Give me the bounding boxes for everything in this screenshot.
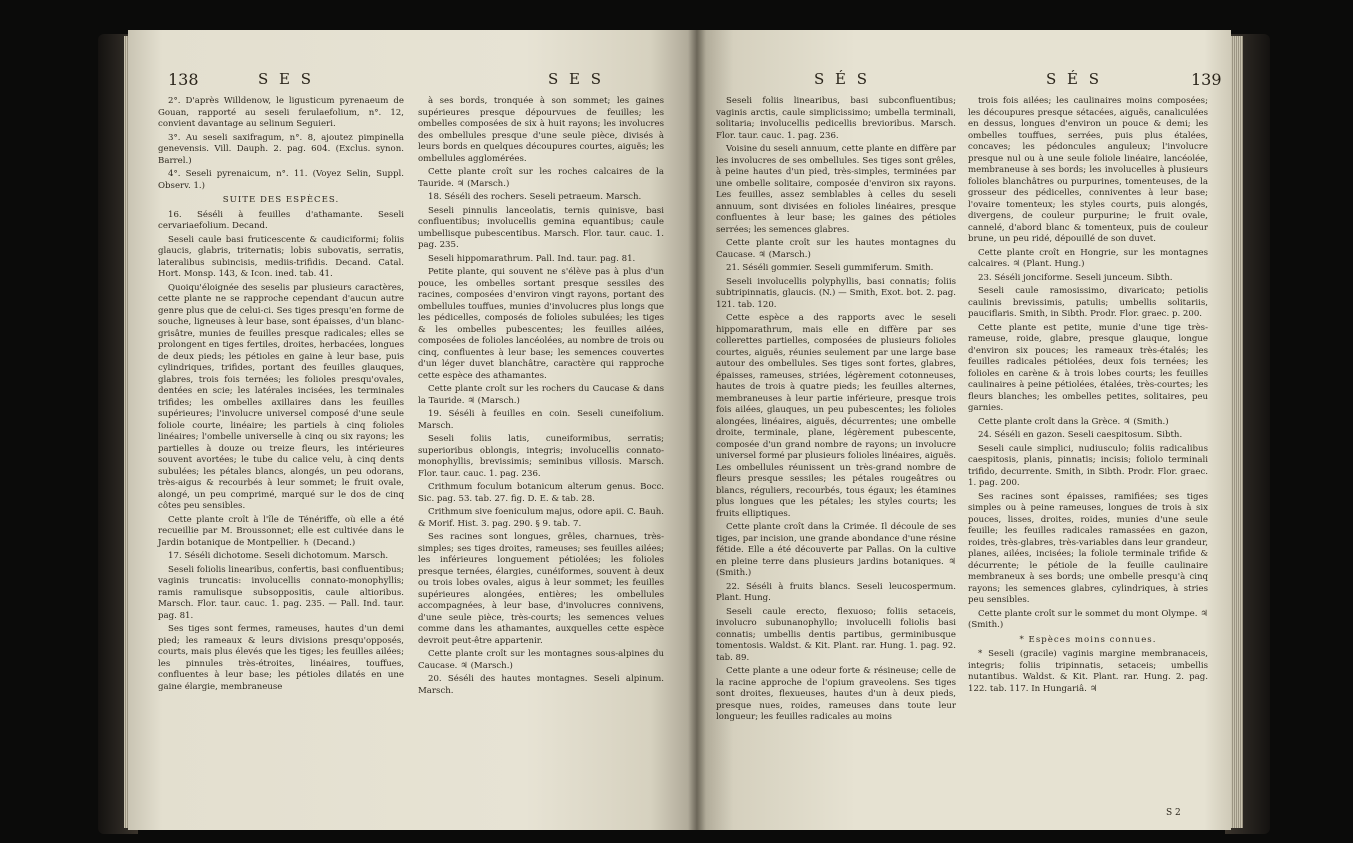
paragraph: Seseli foliis latis, cuneiformibus, serratis; superioribus oblongis, integris; involucellis connato-monophyllis, brevissimis; seminibus villosis. Marsch. Flor. taur. cauc. 1. pag. 236. <box>418 434 664 479</box>
paragraph: Cette plante a une odeur forte & résineuse; celle de la racine approche de l'opium graveolens. Ses tiges sont droites, flexueuses, hautes d'un à deux pieds, presque nues, roides, rameuses dans toute leur longueur; les feuilles radicales au moins <box>716 666 956 722</box>
paragraph: 17. Séséli dichotome. Seseli dichotomum. Marsch. <box>168 551 389 561</box>
paragraph: Seseli foliolis linearibus, confertis, basi confluentibus; vaginis truncatis: involucellis connato-monophyllis; ramis ramulisque subsoppositis, caule altioribus. Marsch. Flor. taur. cauc. 1. pag. 235. — Pall. Ind. taur. pag. 81. <box>158 564 404 621</box>
signature-mark: S 2 <box>1166 808 1181 818</box>
paragraph: 18. Séséli des rochers. Seseli petraeum. Marsch. <box>428 192 642 202</box>
paragraph: * Seseli (gracile) vaginis margine membranaceis, integris; foliis tripinnatis, setaceis; umbellis nutantibus. Waldst. & Kit. Plant. rar. Hung. 2. pag. 122. tab. 117. In Hungariâ. ♃ <box>968 649 1208 694</box>
paragraph: SUITE DES ESPÈCES. <box>222 195 340 205</box>
paragraph: Ses tiges sont fermes, rameuses, hautes d'un demi pied; les rameaux & leurs divisions presqu'opposés, courts, mais plus élevés que les tiges; les feuilles ailées; les pinnules très-étroites, linéaires, touffues, confluentes à leur base; les pétioles dilatés en une gaine élargie, membraneuse <box>158 624 404 692</box>
paragraph: Voisine du seseli annuum, cette plante en diffère par les involucres de ses ombellules. Ses tiges sont grêles, à peine hautes d'un pied, très-simples, terminées par une ombelle solitaire, composée d'environ six rayons. Les feuilles, assez semblables à celles du seseli annuum, sont divisées en folioles linéaires, presque confluentes à leur base; les gaines des pétioles serrées; les semences glabres. <box>716 144 956 235</box>
paragraph: 21. Séséli gommier. Seseli gummiferum. Smith. <box>726 263 934 273</box>
paragraph: Seseli foliis linearibus, basi subconfluentibus; vaginis arctis, caule simplicissimo; umbella terminali, solitaria; involucellis pedicellis brevioribus. Marsch. Flor. taur. cauc. 1. pag. 236. <box>716 96 956 141</box>
paragraph: Cette plante croît sur le sommet du mont Olympe. ♃ (Smith.) <box>968 608 1208 630</box>
paragraph: Ses racines sont épaisses, ramifiées; ses tiges simples ou à peine rameuses, longues de trois à six pouces, lisses, droites, roides, munies d'une seule feuille; les feuilles radicales ramassées en gazon, roides, très-glabres, très-variables dans leur grandeur, planes, ailées, incisées; la foliole terminale trifide & décurrente; le pétiole de la feuille caulinaire membraneux à ses bords; une ombelle presqu'à cinq rayons; les semences glabres, cylindriques, à stries peu sensibles. <box>968 491 1208 605</box>
paragraph: Petite plante, qui souvent ne s'élève pas à plus d'un pouce, les ombelles sortant presque sessiles des racines, composées d'environ vingt rayons, portant des ombellules touffues, munies d'involucres plus longs que les pédicelles, composés de folioles subulées; les tiges & les ombelles pubescentes; les feuilles ailées, composées de folioles lancéolées, au nombre de trois ou cinq, confluentes à leur base; les semences couvertes d'un léger duvet blanchâtre, caractère qui rapproche cette espèce des athamantes. <box>418 267 664 381</box>
paragraph: Seseli caule ramosissimo, divaricato; petiolis caulinis brevissimis, patulis; umbellis solitariis, pauciflaris. Smith, in Sibth. Prodr. Flor. graec. p. 200. <box>968 286 1208 319</box>
right-page-column-1 <box>716 96 956 726</box>
running-head-right-a: S É S <box>814 70 871 88</box>
paragraph: Crithmum foculum botanicum alterum genus. Bocc. Sic. pag. 53. tab. 27. fig. D. E. & tab. 28. <box>418 482 664 504</box>
right-page-column-2 <box>968 96 1208 697</box>
paragraph: Cette plante croît dans la Grèce. ♃ (Smith.) <box>978 416 1169 427</box>
left-page <box>128 30 696 830</box>
paragraph: 16. Séséli à feuilles d'athamante. Seseli cervariaefolium. Decand. <box>158 209 404 231</box>
paragraph: * Espèces moins connues. <box>1019 634 1157 645</box>
paragraph: Seseli involucellis polyphyllis, basi connatis; foliis subtripinnatis, glaucis. (N.) — Smith, Exot. bot. 2. pag. 121. tab. 120. <box>716 276 956 310</box>
paragraph: Seseli caule basi fruticescente & caudiciformi; foliis glaucis, glabris, triternatis; lobis subovatis, serratis, lateralibus subincisis, mediis-trifidis. Decand. Catal. Hort. Monsp. 143, & Icon. ined. tab. 41. <box>158 234 404 279</box>
paragraph: Cette plante croît à l'île de Ténériffe, où elle a été recueillie par M. Broussonnet; elle est cultivée dans le Jardin botanique de Montpellier. ♄ (Decand.) <box>158 514 404 548</box>
paragraph: 20. Séséli des hautes montagnes. Seseli alpinum. Marsch. <box>418 674 664 696</box>
running-head-right-b: S É S <box>1046 70 1103 88</box>
paragraph: Ses racines sont longues, grêles, charnues, très-simples; ses tiges droites, rameuses; ses feuilles ailées; les inférieures longuement pétiolées; les folioles presque ternées, élargies, cunéiformes, souvent à deux ou trois lobes ovales, aigus à leur sommet; les feuilles supérieures alongées, entières; les ombellules accompagnées, à leur base, d'involucres connivens, d'une seule pièce, très-courts; les semences velues comme dans les athamantes, auxquelles cette espèce devroit peut-être appartenir. <box>418 532 664 646</box>
running-head-left-b: S E S <box>548 70 605 88</box>
left-page-column-1 <box>158 96 404 695</box>
paragraph: Seseli pinnulis lanceolatis, ternis quinisve, basi confluentibus; involucellis gemina equantibus; caule umbellisque pubescentibus. Marsch. Flor. taur. cauc. 1. pag. 235. <box>418 205 664 250</box>
paragraph: Cette plante croît sur les hautes montagnes du Caucase. ♃ (Marsch.) <box>716 238 956 260</box>
paragraph: Seseli hippomarathrum. Pall. Ind. taur. pag. 81. <box>428 253 636 264</box>
paragraph: Quoiqu'éloignée des seselis par plusieurs caractères, cette plante ne se rapproche cependant d'aucun autre genre plus que de celui-ci. Ses tiges presqu'en forme de souche, ligneuses à leur base, sont épaisses, d'un blanc-grisâtre, munies de feuilles presque radicales; elles se prolongent en tiges fertiles, droites, herbacées, longues de deux pieds; les pétioles en gaine à leur base, puis cylindriques, trifides, portant des feuilles glauques, glabres, trois fois ternées; les folioles presqu'ovales, dentées en scie; les latérales incisées, les terminales trifides; les ombelles axillaires dans les feuilles supérieures; l'involucre universel composé d'une seule foliole courte, linéaire; les partiels à cinq folioles linéaires; l'ombelle universelle à cinq ou six rayons; les partielles à douze ou treize fleurs, les intérieures souvent avortées; le tube du calice velu, à cinq dents subulées; les pétales blancs, alongés, un peu odorans, très-aigus & recourbés à leur sommet; le fruit ovale, alongé, un peu comprimé, marqué sur le dos de cinq côtes peu sensibles. <box>158 282 404 511</box>
paragraph: Cette plante croît sur les rochers du Caucase & dans la Tauride. ♃ (Marsch.) <box>418 384 664 406</box>
paragraph: Cette plante croît sur les montagnes sous-alpines du Caucase. ♃ (Marsch.) <box>418 649 664 671</box>
paragraph: 4°. Seseli pyrenaicum, n°. 11. (Voyez Selin, Suppl. Observ. 1.) <box>158 169 404 191</box>
page-number-right: 139 <box>1191 70 1222 89</box>
paragraph: Cette espèce a des rapports avec le seseli hippomarathrum, mais elle en diffère par ses collerettes partielles, composées de plusieurs folioles courtes, aiguës, réunies seulement par une large base autour des ombellules. Ses tiges sont fortes, glabres, épaisses, rameuses, striées, légèrement cotonneuses, hautes de trois à quatre pieds; les feuilles alternes, membraneuses à leur partie inférieure, presque trois fois ailées, glauques, un peu pubescentes; les folioles alongées, linéaires, aiguës, décurrentes; une ombelle droite, terminale, plane, légèrement pubescente, composée d'un grand nombre de rayons; un involucre universel formé par plusieurs folioles linéaires, aiguës. Les ombellules réunissent un très-grand nombre de fleurs presque sessiles; les pétales rougeâtres ou blancs, réguliers, recourbés, tous égaux; les étamines plus longues que les pétales; les styles courts; les fruits elliptiques. <box>716 313 956 519</box>
paragraph: Cette plante croît dans la Crimée. Il découle de ses tiges, par incision, une grande abondance d'une résine fétide. Elle a été découverte par Pallas. On la cultive en pleine terre dans plusieurs jardins botaniques. ♃ (Smith.) <box>716 522 956 578</box>
paragraph: Cette plante croît en Hongrie, sur les montagnes calcaires. ♃ (Plant. Hung.) <box>968 247 1208 269</box>
paragraph: Crithmum sive foeniculum majus, odore apii. C. Bauh. & Morif. Hist. 3. pag. 290. § 9. tab. 7. <box>418 507 664 529</box>
paragraph: trois fois ailées; les caulinaires moins composées; les découpures presque sétacées, aiguës, canaliculées en dessus, longues d'environ un pouce & demi; les ombelles touffues, serrées, puis plus étalées, concaves; les pédoncules anguleux; l'involucre presque nul ou à une seule foliole linéaire, lancéolée, membraneuse à ses bords; les involucelles à plusieurs folioles blanchâtres ou purpurines, tomenteuses, de la grosseur des pédicelles, conniventes à leur base; l'ovaire tomenteux; les styles courts, puis alongés, divergens, de couleur purpurine; le fruit ovale, cannelé, d'abord blanc & tomenteux, puis de couleur brune, un peu ridé, dépouillé de son duvet. <box>968 96 1208 244</box>
open-book <box>98 30 1270 835</box>
paragraph: 23. Séséli jonciforme. Seseli junceum. Sibth. <box>978 272 1173 283</box>
page-edges-right <box>1231 36 1243 828</box>
running-head-left-a: S E S <box>258 70 315 88</box>
paragraph: 19. Séséli à feuilles en coin. Seseli cuneifolium. Marsch. <box>418 409 664 431</box>
paragraph: Seseli caule erecto, flexuoso; foliis setaceis, involucro subunanophyllo; involucelli foliolis basi connatis; umbellis dentis partibus, germinibusque tomentosis. Waldst. & Kit. Plant. rar. Hung. 1. pag. 92. tab. 89. <box>716 606 956 663</box>
paragraph: à ses bords, tronquée à son sommet; les gaines supérieures presque dépourvues de feuilles; les ombelles composées de six à huit rayons; les involucres des ombellules presque d'une seule pièce, divisés à leurs bords en quelques découpures courtes, aiguës; les ombellules agglomérées. <box>418 96 664 164</box>
paragraph: Cette plante croît sur les roches calcaires de la Tauride. ♃ (Marsch.) <box>418 167 664 189</box>
paragraph: 2°. D'après Willdenow, le ligusticum pyrenaeum de Gouan, rapporté au seseli ferulaefolium, n°. 12, convient davantage au selinum Seguieri. <box>158 96 404 129</box>
paragraph: 3°. Au seseli saxifragum, n°. 8, ajoutez pimpinella genevensis. Vill. Dauph. 2. pag. 604. (Exclus. synon. Barrel.) <box>158 132 404 166</box>
paragraph: Seseli caule simplici, nudiusculo; foliis radicalibus caespitosis, planis, pinnatis; incisis; foliolo terminali trifido, decurrente. Smith, in Sibth. Prodr. Flor. graec. 1. pag. 200. <box>968 443 1208 488</box>
paragraph: 22. Séséli à fruits blancs. Seseli leucospermum. Plant. Hung. <box>716 581 956 603</box>
paragraph: Cette plante est petite, munie d'une tige très-rameuse, roide, glabre, presque glauque, longue d'environ six pouces; les rameaux très-étalés; les feuilles radicales pétiolées, deux fois ternées; les folioles en carène & à trois lobes courts; les feuilles caulinaires à peine pétiolées, étalées, très-courtes; les fleurs blanches; les ombelles petites, solitaires, peu garnies. <box>968 322 1208 413</box>
book-gutter <box>688 30 706 830</box>
right-page <box>696 30 1231 830</box>
page-number-left: 138 <box>168 70 199 89</box>
left-page-column-2 <box>418 96 664 699</box>
paragraph: 24. Séséli en gazon. Seseli caespitosum. Sibth. <box>978 430 1183 440</box>
